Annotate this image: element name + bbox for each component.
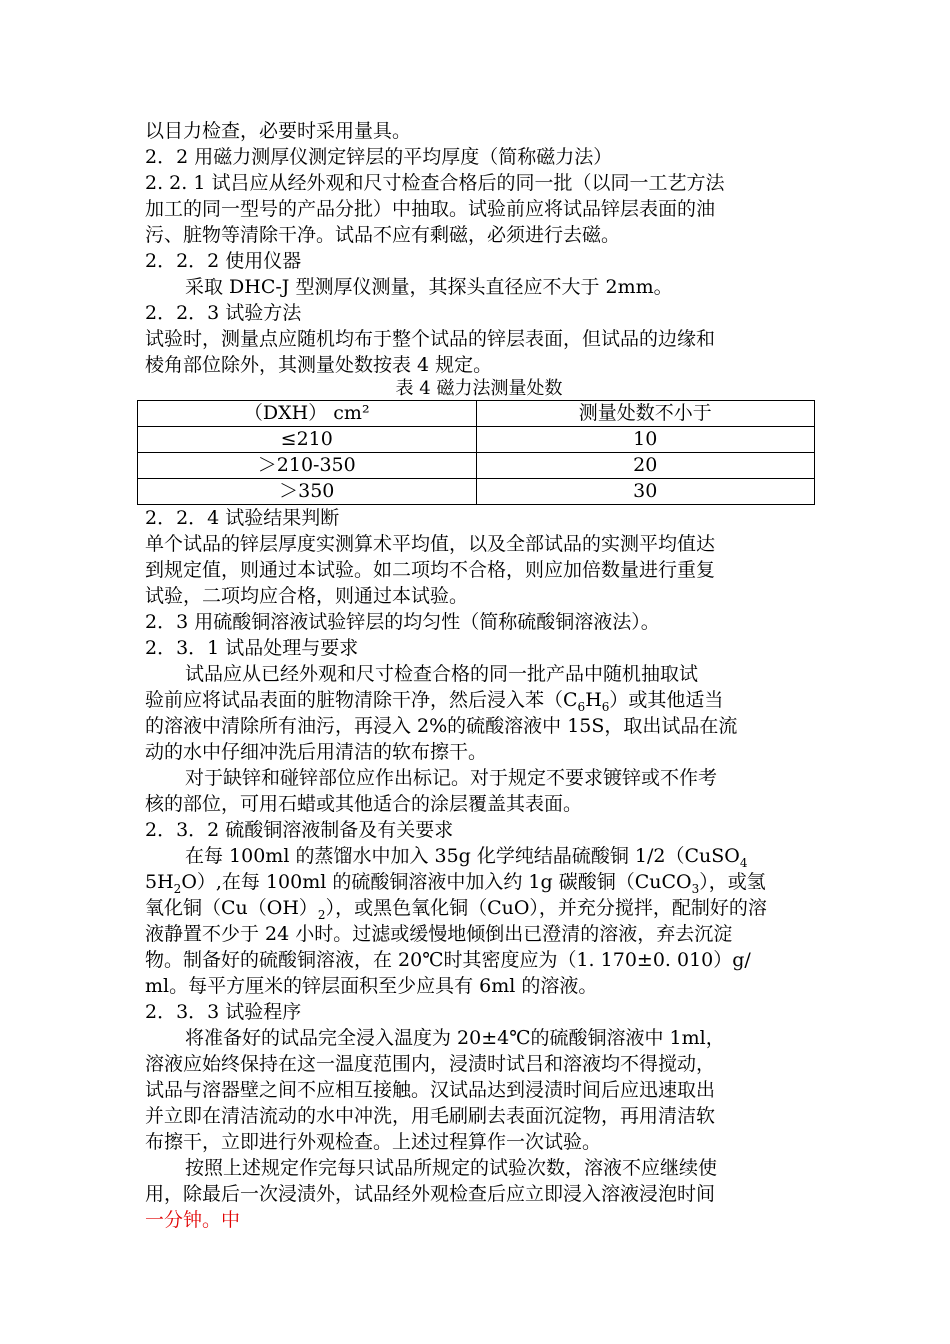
text-run: ），或黑色氧化铜（CuO），并充分搅拌，配制好的溶 [325, 897, 767, 919]
paragraph: 棱角部位除外，其测量处数按表 4 规定。 [145, 354, 493, 376]
table-cell: 20 [476, 453, 815, 479]
paragraph: 按照上述规定作完每只试品所规定的试验次数，溶液不应继续使 [185, 1157, 718, 1179]
table-header-cell: 测量处数不小于 [476, 401, 815, 427]
paragraph: 对于缺锌和碰锌部位应作出标记。对于规定不要求镀锌或不作考 [185, 767, 718, 789]
paragraph: 单个试品的锌层厚度实测算术平均值，以及全部试品的实测平均值达 [145, 533, 716, 555]
table-row [138, 427, 815, 453]
paragraph [145, 687, 813, 713]
subscript: 6 [577, 699, 586, 714]
text-run: 在每 100ml 的蒸馏水中加入 35g 化学纯结晶硫酸铜 1/2（CuSO [185, 845, 740, 867]
paragraph: 用，除最后一次浸渍外，试品经外观检查后应立即浸入溶液浸泡时间 [145, 1183, 716, 1205]
text-run: O）,在每 100ml 的硫酸铜溶液中加入约 1g 碳酸铜（CuCO [181, 871, 692, 893]
section-heading: 2．2．4 试验结果判断 [145, 507, 340, 529]
highlighted-text: 一分钟。中 [145, 1209, 241, 1231]
paragraph: 试验时，测量点应随机均布于整个试品的锌层表面，但试品的边缘和 [145, 328, 716, 350]
subscript: 2 [317, 907, 326, 922]
paragraph: 试品应从已经外观和尺寸检查合格的同一批产品中随机抽取试 [185, 663, 699, 685]
paragraph: 液静置不少于 24 小时。过滤或缓慢地倾倒出已澄清的溶液，弃去沉淀 [145, 923, 733, 945]
measurement-table [137, 400, 815, 505]
paragraph: 将准备好的试品完全浸入温度为 20±4℃的硫酸铜溶液中 1ml， [185, 1027, 725, 1049]
paragraph [145, 869, 813, 895]
table-header-cell: （DXH） cm² [138, 401, 477, 427]
subscript: 2 [173, 881, 182, 896]
paragraph: 到规定值，则通过本试验。如二项均不合格，则应加倍数量进行重复 [145, 559, 716, 581]
paragraph: 溶液应始终保持在这一温度范围内，浸渍时试吕和溶液均不得搅动， [145, 1053, 716, 1075]
table-cell: ＞350 [138, 479, 477, 505]
table-cell: ≤210 [138, 427, 477, 453]
paragraph: 试品与溶器壁之间不应相互接触。汉试品达到浸渍时间后应迅速取出 [145, 1079, 716, 1101]
text-run: H [585, 689, 602, 711]
paragraph [145, 843, 813, 869]
paragraph: 的溶液中清除所有油污，再浸入 2%的硫酸溶液中 15S，取出试品在流 [145, 715, 738, 737]
text-run: 验前应将试品表面的脏物清除干净，然后浸入苯（C [145, 689, 578, 711]
table-header-row [138, 401, 815, 427]
paragraph: 2. 2. 1 试吕应从经外观和尺寸检查合格后的同一批（以同一工艺方法 [145, 172, 725, 194]
paragraph: 物。制备好的硫酸铜溶液，在 20℃时其密度应为（1. 170±0. 010）g/ [145, 949, 751, 971]
subscript: 4 [739, 855, 748, 870]
text-run: ）或其他适当 [609, 689, 724, 711]
paragraph: 污、脏物等清除干净。试品不应有剩磁，必须进行去磁。 [145, 224, 621, 246]
section-heading: 2．2．2 使用仪器 [145, 250, 302, 272]
subscript: 3 [691, 881, 700, 896]
paragraph: 加工的同一型号的产品分批）中抽取。试验前应将试品锌层表面的油 [145, 198, 716, 220]
section-heading: 2．3．2 硫酸铜溶液制备及有关要求 [145, 819, 454, 841]
table-cell: ＞210-350 [138, 453, 477, 479]
paragraph: 并立即在清洁流动的水中冲洗，用毛刷刷去表面沉淀物，再用清洁软 [145, 1105, 716, 1127]
table-caption: 表 4 磁力法测量处数 [395, 378, 563, 399]
paragraph: 试验，二项均应合格，则通过本试验。 [145, 585, 469, 607]
table-row [138, 479, 815, 505]
section-heading: 2．2 用磁力测厚仪测定锌层的平均厚度（简称磁力法） [145, 146, 613, 168]
paragraph: ml。每平方厘米的锌层面积至少应具有 6ml 的溶液。 [145, 975, 598, 997]
section-heading: 2．2．3 试验方法 [145, 302, 302, 324]
section-heading: 2．3．3 试验程序 [145, 1001, 302, 1023]
paragraph: 采取 DHC-J 型测厚仪测量，其探头直径应不大于 2mm。 [185, 276, 673, 298]
table-row [138, 453, 815, 479]
text-run: ），或氢 [699, 871, 766, 893]
table-cell: 10 [476, 427, 815, 453]
paragraph: 以目力检查，必要时采用量具。 [145, 120, 412, 142]
paragraph: 动的水中仔细冲洗后用清洁的软布擦干。 [145, 741, 488, 763]
table-cell: 30 [476, 479, 815, 505]
document-body [145, 118, 813, 1233]
paragraph: 布擦干，立即进行外观检查。上述过程算作一次试验。 [145, 1131, 602, 1153]
text-run: 氧化铜（Cu（OH） [145, 897, 318, 919]
section-heading: 2．3 用硫酸铜溶液试验锌层的均匀性（简称硫酸铜溶液法）。 [145, 611, 660, 633]
text-run: 5H [145, 871, 174, 893]
paragraph [145, 895, 813, 921]
section-heading: 2．3．1 试品处理与要求 [145, 637, 359, 659]
subscript: 6 [601, 699, 610, 714]
paragraph: 核的部位，可用石蜡或其他适合的涂层覆盖其表面。 [145, 793, 583, 815]
